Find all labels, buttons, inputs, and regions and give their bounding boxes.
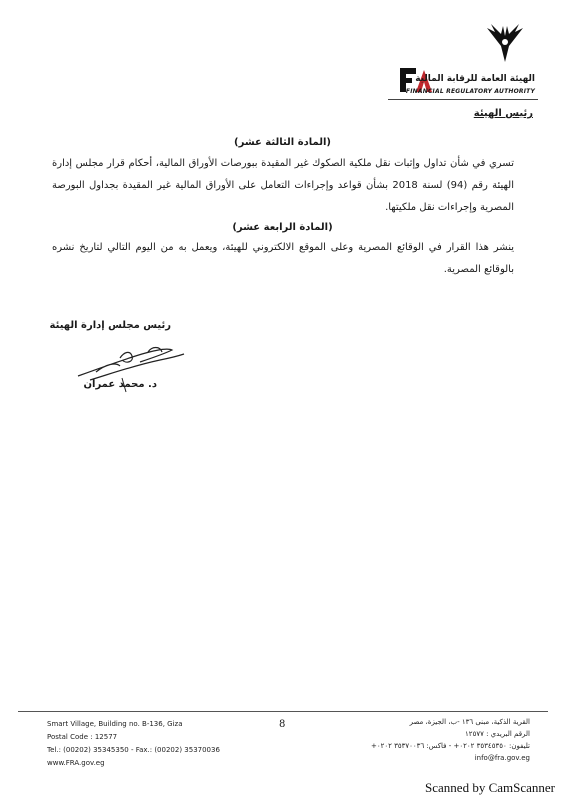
footer-arabic-address: القرية الذكية، مبنى ١٣٦ -ب، الجيزة، مصر <box>409 718 530 726</box>
logo-english-text: FINANCIAL REGULATORY AUTHORITY <box>405 88 535 95</box>
article-14-text: ينشر هذا القرار في الوقائع المصرية وعلى الموقع الالكتروني للهيئة، ويعمل به من اليوم التالي لتاريخ نشره بالوقائع المصرية. <box>52 242 514 275</box>
signer-name: د. محمد عمران <box>83 379 157 390</box>
footer-divider <box>18 711 548 712</box>
footer-address: Smart Village, Building no. B-136, Giza <box>47 720 183 728</box>
header-divider <box>388 99 538 100</box>
scanner-watermark: Scanned by CamScanner <box>425 780 555 795</box>
footer-arabic-postal: الرقم البريدي : ١٢٥٧٧ <box>465 730 530 738</box>
footer-phone-fax: Tel.: (00202) 35345350 - Fax.: (00202) 35370036 <box>47 746 220 754</box>
footer-postal-code: Postal Code : 12577 <box>47 733 118 741</box>
fra-logo <box>400 22 535 97</box>
footer-website: www.FRA.gov.eg <box>47 759 105 767</box>
footer-arabic-contact <box>371 716 530 764</box>
signatory-title: رئيس مجلس إدارة الهيئة <box>49 320 171 331</box>
office-label: رئيس الهيئة <box>473 108 533 119</box>
eagle-logo-icon <box>481 22 529 66</box>
article-14-title: (المادة الرابعة عشر) <box>232 222 333 233</box>
logo-arabic-text: الهيئة العامة للرقابة المالية <box>415 74 535 84</box>
article-13-text: تسري في شأن تداول وإثبات نقل ملكية الصكوك غير المقيدة ببورصات الأوراق المالية، أحكام قرار مجلس إدارة الهيئة رقم (94) لسنة 2018 بشأن قواعد وإجراءات التعامل على الأوراق المالية غير المقيدة بجداول البورصة المصرية وإجراءات نقل ملكيتها. <box>52 158 514 213</box>
footer-english-contact <box>47 718 220 770</box>
article-13-title: (المادة الثالثة عشر) <box>234 137 331 148</box>
page-number: 8 <box>279 719 286 730</box>
footer-arabic-phone: تليفون: ٣٥٣٤٥٣٥٠ ٠٢٠٢+ - فاكس: ٣٥٣٧٠٠٣٦ ٠٢٠٢+ <box>370 742 530 750</box>
footer-email: info@fra.gov.eg <box>474 754 530 762</box>
